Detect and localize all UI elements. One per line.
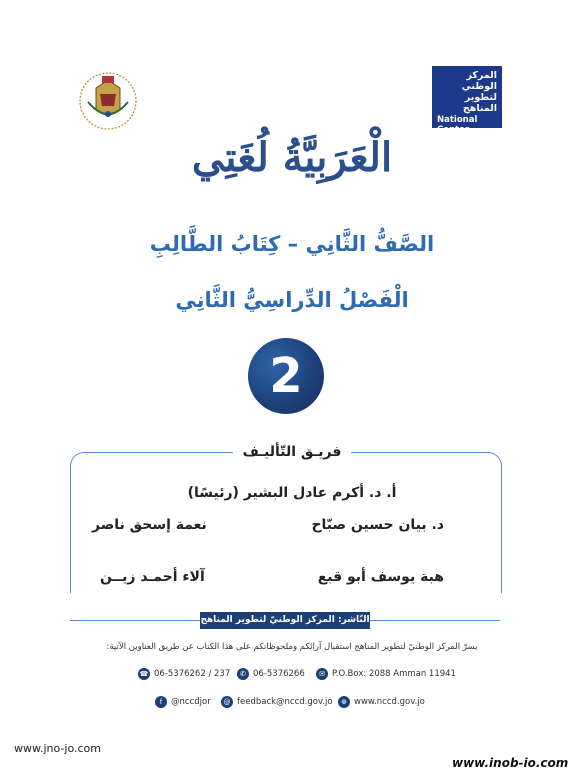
phone-icon: ☎ bbox=[139, 670, 149, 678]
website-contact[interactable] bbox=[338, 696, 425, 708]
facebook-text: @nccdjor bbox=[171, 697, 211, 707]
team-member: هبة يوسف أبو قبع bbox=[317, 569, 444, 585]
contact-row bbox=[0, 668, 584, 684]
book-title: الْعَرَبِيَّةُ لُغَتِي bbox=[191, 134, 393, 181]
feedback-text: يسرّ المركز الوطنيّ لتطوير المناهج استقبال آرائكم وملحوظاتكم على هذا الكتاب عن طريق العناوين الآتية: bbox=[106, 642, 478, 652]
team-member: آلاء أحمـد زيــن bbox=[100, 569, 205, 585]
fax-icon: ✆ bbox=[237, 668, 249, 680]
phone2-contact[interactable] bbox=[237, 668, 305, 680]
phone1-text: 06-5376262 / 237 bbox=[154, 669, 231, 679]
mailbox-icon: ✉ bbox=[316, 668, 328, 680]
footer-site-left[interactable]: www.jno-jo.com bbox=[14, 742, 101, 755]
globe-icon: ⊕ bbox=[338, 696, 350, 708]
nccd-logo-ar-line2: لتطوير المناهج bbox=[462, 92, 497, 114]
pobox-text: P.O.Box: 2088 Amman 11941 bbox=[332, 669, 456, 679]
team-member: نعمة إسحق ناصر bbox=[92, 517, 207, 533]
book-subtitle: الصَّفُّ الثَّانِي – كِتَابُ الطَّالِبِ bbox=[149, 232, 435, 256]
email-text: feedback@nccd.gov.jo bbox=[237, 697, 333, 707]
team-lead: أ. د. أكرم عادل البشير (رئيسًا) bbox=[187, 485, 397, 501]
email-icon: @ bbox=[221, 696, 233, 708]
phone2-text: 06-5376266 bbox=[253, 669, 305, 679]
semester-label: الْفَصْلُ الدِّراسِيُّ الثَّانِي bbox=[175, 288, 409, 312]
nccd-logo-ar-line1: المركز الوطني bbox=[461, 70, 497, 92]
team-heading-text: فريـق التّأليـف bbox=[233, 444, 352, 460]
nccd-logo-en-line3: Development bbox=[437, 153, 501, 163]
grade-badge: 2 bbox=[248, 338, 324, 414]
jordan-coat-of-arms-icon bbox=[78, 68, 138, 134]
nccd-logo-en-line2: for Curriculum bbox=[437, 134, 490, 154]
facebook-contact[interactable] bbox=[155, 696, 211, 708]
nccd-logo-en-line1: National Center bbox=[437, 115, 478, 135]
email-contact[interactable] bbox=[221, 696, 333, 708]
team-heading bbox=[0, 441, 584, 460]
pobox-contact bbox=[316, 668, 456, 680]
publisher-label: النّاشر: المركز الوطنيّ لتطوير المناهج bbox=[200, 612, 370, 629]
team-member: د. بيان حسين صبّاح bbox=[311, 517, 444, 533]
facebook-icon: f bbox=[155, 696, 167, 708]
nccd-logo bbox=[432, 66, 502, 163]
phone1-contact[interactable] bbox=[138, 668, 230, 680]
footer-site-right[interactable]: www.inob-io.com bbox=[452, 756, 569, 770]
website-text: www.nccd.gov.jo bbox=[354, 697, 425, 707]
contact-row bbox=[0, 696, 584, 712]
